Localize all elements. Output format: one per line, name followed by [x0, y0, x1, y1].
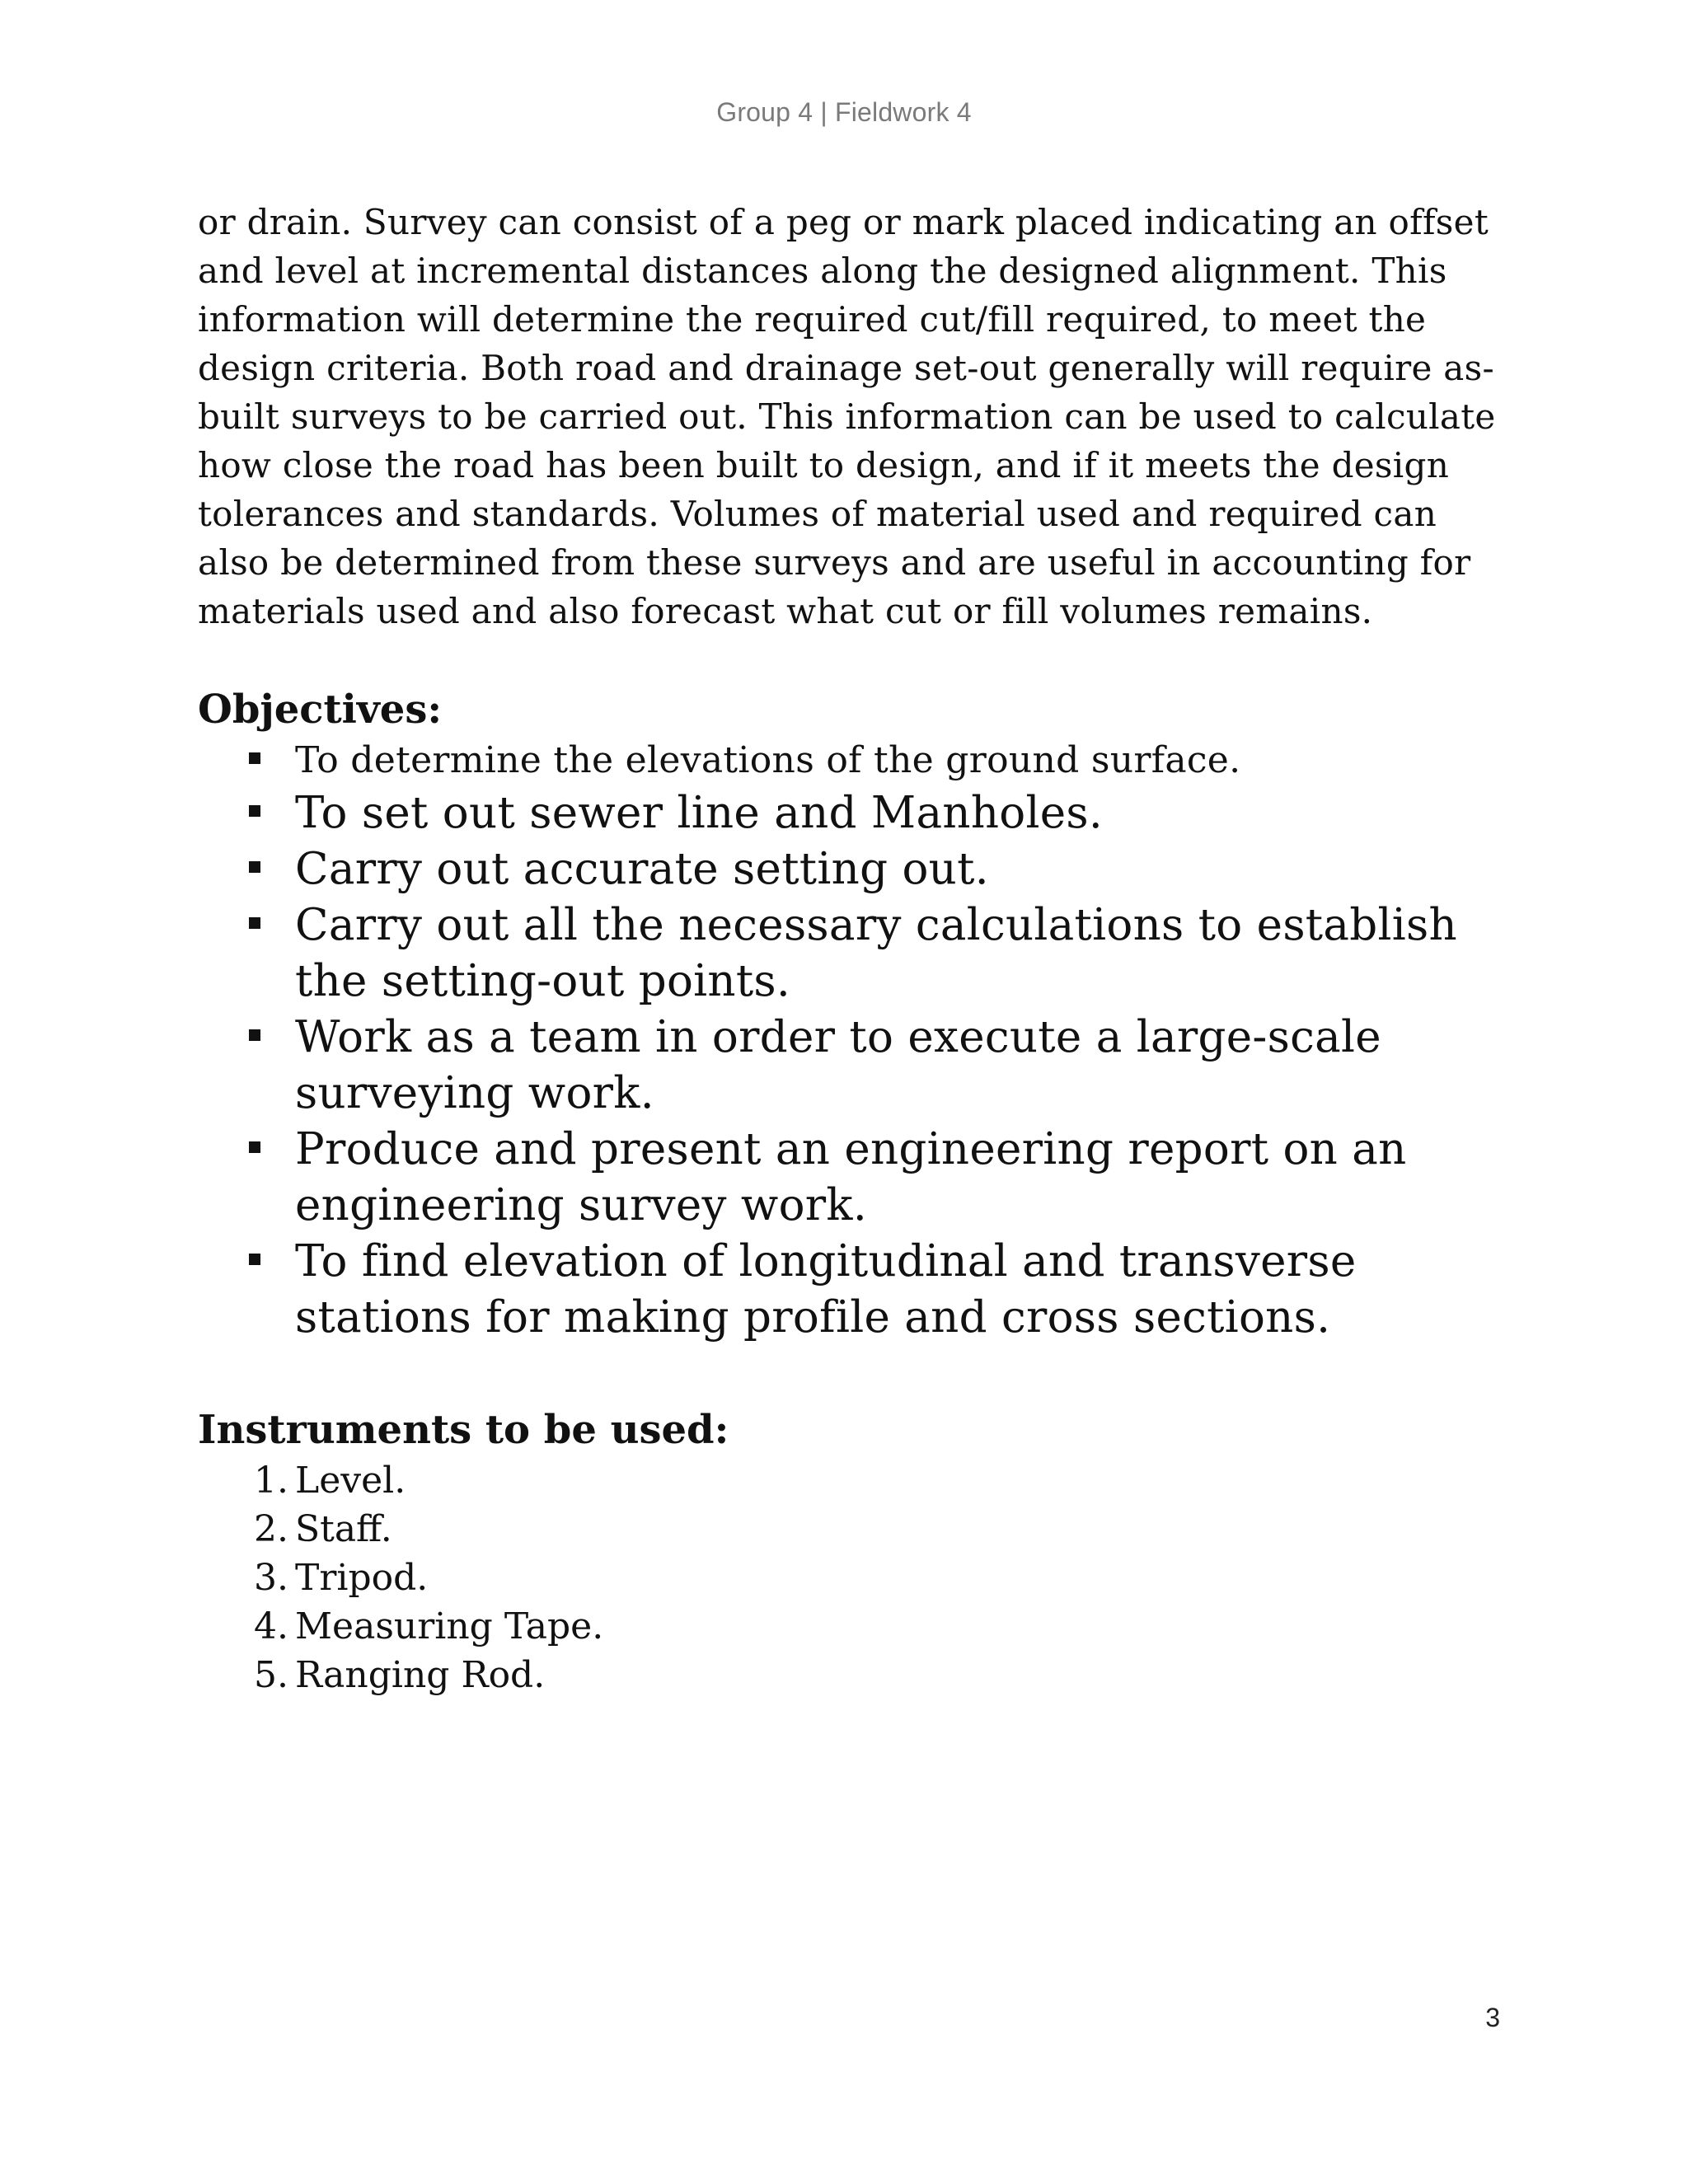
- objective-text: Produce and present an engineering report on an engineering survey work.: [295, 1124, 1407, 1230]
- list-number: 3.: [254, 1557, 288, 1599]
- objective-item: [295, 841, 1500, 898]
- objective-item: [295, 785, 1500, 841]
- instrument-label: Level.: [295, 1460, 406, 1502]
- intro-paragraph: or drain. Survey can consist of a peg or mark placed indicating an offset and level at incremental distances along the designed alignment. This information will determine the required cut/fill required, to meet the design criteria. Both road and drainage set-out generally will require as-built surveys to be carried out. This information can be used to calculate how close the road has been built to design, and if it meets the design tolerances and standards. Volumes of material used and required can also be determined from these surveys and are useful in accounting for materials used and also forecast what cut or fill volumes remains.: [198, 202, 1496, 631]
- objective-text: Carry out all the necessary calculations to establish the setting-out points.: [295, 900, 1457, 1006]
- list-number: 1.: [254, 1460, 288, 1502]
- list-number: 4.: [254, 1605, 288, 1647]
- objective-text: Work as a team in order to execute a large-scale surveying work.: [295, 1012, 1381, 1118]
- square-bullet-icon: [249, 1141, 260, 1153]
- instrument-item: [254, 1554, 1500, 1602]
- objective-item: [295, 1234, 1500, 1346]
- instrument-item: [254, 1505, 1500, 1554]
- instruments-list: [198, 1456, 1500, 1699]
- instruments-heading: Instruments to be used:: [198, 1407, 729, 1453]
- square-bullet-icon: [249, 917, 260, 929]
- objective-item: [295, 1010, 1500, 1122]
- square-bullet-icon: [249, 805, 260, 817]
- square-bullet-icon: [249, 861, 260, 873]
- instrument-item: [254, 1456, 1500, 1505]
- list-number: 5.: [254, 1654, 288, 1696]
- objective-text: Carry out accurate setting out.: [295, 844, 989, 894]
- objectives-list: [198, 736, 1500, 1346]
- square-bullet-icon: [249, 752, 260, 764]
- instrument-label: Tripod.: [295, 1557, 429, 1599]
- objective-text: To determine the elevations of the ground surface.: [295, 739, 1241, 781]
- square-bullet-icon: [249, 1254, 260, 1265]
- instrument-label: Measuring Tape.: [295, 1605, 604, 1647]
- list-number: 2.: [254, 1508, 288, 1550]
- objective-item: [295, 1122, 1500, 1234]
- objectives-heading: Objectives:: [198, 687, 443, 733]
- document-body: [198, 198, 1500, 1699]
- objective-item: [295, 736, 1500, 785]
- square-bullet-icon: [249, 1029, 260, 1041]
- page-number: 3: [1485, 2003, 1500, 2032]
- objective-text: To set out sewer line and Manholes.: [295, 788, 1104, 838]
- objective-text: To find elevation of longitudinal and transverse stations for making profile and cross sections.: [295, 1236, 1357, 1343]
- instrument-item: [254, 1602, 1500, 1651]
- objective-item: [295, 898, 1500, 1010]
- instrument-item: [254, 1651, 1500, 1699]
- instrument-label: Staff.: [295, 1508, 392, 1550]
- page-header: Group 4 | Fieldwork 4: [716, 97, 972, 127]
- instrument-label: Ranging Rod.: [295, 1654, 546, 1696]
